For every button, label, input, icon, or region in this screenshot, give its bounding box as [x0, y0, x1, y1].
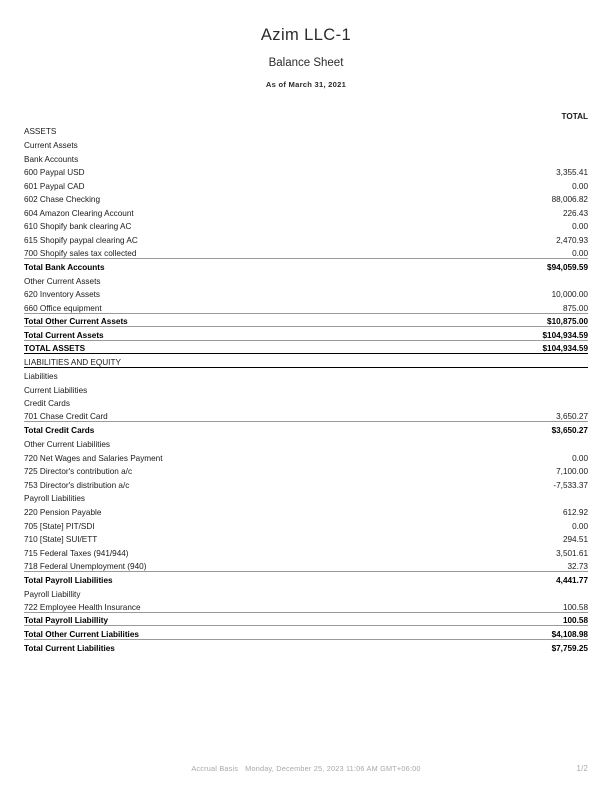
- row-label: LIABILITIES AND EQUITY: [24, 354, 464, 368]
- row-amount: 7,100.00: [556, 467, 588, 477]
- footer-accounting-basis: Accrual Basis: [191, 764, 239, 773]
- row-amount: 0.00: [572, 181, 588, 191]
- row-label: Payroll Liabilities: [24, 494, 85, 504]
- row-label: 220 Pension Payable: [24, 507, 102, 517]
- row-amount: [464, 354, 588, 368]
- row-amount: [464, 367, 588, 381]
- row-label: 601 Paypal CAD: [24, 181, 85, 191]
- row-label: 753 Director's distribution a/c: [24, 480, 130, 490]
- table-row: [24, 123, 588, 137]
- table-total-row: [24, 639, 588, 653]
- row-amount: $94,059.59: [464, 259, 588, 273]
- table-row: [24, 544, 588, 558]
- row-amount: 0.00: [572, 453, 588, 463]
- row-label: 725 Director's contribution a/c: [24, 467, 133, 477]
- row-amount: $7,759.25: [464, 639, 588, 653]
- table-body: [24, 123, 588, 653]
- row-label: 722 Employee Health Insurance: [24, 602, 141, 612]
- row-label: ASSETS: [24, 127, 57, 137]
- table-row: [24, 286, 588, 300]
- row-label: 615 Shopify paypal clearing AC: [24, 236, 138, 246]
- table-total-row: [24, 612, 588, 626]
- table-row: [24, 150, 588, 164]
- row-amount: $104,934.59: [464, 340, 588, 354]
- row-amount: 875.00: [562, 303, 588, 313]
- table-total-row: [24, 571, 588, 585]
- row-amount: [464, 490, 588, 504]
- row-label: 715 Federal Taxes (941/944): [24, 548, 129, 558]
- table-row: [24, 558, 588, 572]
- row-label: 700 Shopify sales tax collected: [24, 249, 137, 259]
- row-amount: 32.73: [567, 561, 588, 571]
- column-header-row: [24, 109, 588, 123]
- row-label: Total Payroll Liabillity: [24, 612, 464, 626]
- row-amount: 100.58: [562, 602, 588, 612]
- table-total-row: [24, 422, 588, 436]
- row-amount: [464, 123, 588, 137]
- row-label: 604 Amazon Clearing Account: [24, 208, 134, 218]
- row-label: Liabilities: [24, 372, 58, 381]
- company-name: Azim LLC-1: [260, 26, 352, 44]
- row-label: Other Current Assets: [24, 276, 101, 286]
- row-amount: 2,470.93: [556, 236, 588, 246]
- table-row: [24, 476, 588, 490]
- row-label: 720 Net Wages and Salaries Payment: [24, 453, 163, 463]
- table-row: [24, 503, 588, 517]
- report-title: Balance Sheet: [268, 57, 344, 70]
- table-row: [24, 299, 588, 313]
- table-header: [24, 109, 588, 123]
- row-amount: 10,000.00: [551, 290, 588, 300]
- table-row: [24, 449, 588, 463]
- table-row: [24, 204, 588, 218]
- balance-sheet-table: [24, 109, 588, 653]
- table-row: [24, 463, 588, 477]
- table-row: [24, 231, 588, 245]
- row-amount: $4,108.98: [464, 626, 588, 640]
- row-label: 602 Chase Checking: [24, 195, 101, 205]
- row-amount: 3,501.61: [556, 548, 588, 558]
- row-label: 610 Shopify bank clearing AC: [24, 222, 132, 232]
- table-row: [24, 136, 588, 150]
- table-row: [24, 245, 588, 259]
- table-total-row: [24, 340, 588, 354]
- table-row: [24, 177, 588, 191]
- row-label: Credit Cards: [24, 399, 70, 409]
- row-amount: 4,441.77: [464, 571, 588, 585]
- row-amount: 0.00: [572, 249, 588, 259]
- row-amount: [464, 585, 588, 599]
- row-amount: 3,650.27: [556, 412, 588, 422]
- table-row: [24, 585, 588, 599]
- table-row: [24, 435, 588, 449]
- table-row: [24, 531, 588, 545]
- row-amount: 612.92: [562, 507, 588, 517]
- row-label: 710 [State] SUI/ETT: [24, 535, 98, 545]
- document-header: [0, 0, 612, 89]
- table-row: [24, 354, 588, 368]
- table-total-row: [24, 313, 588, 327]
- row-amount: [464, 435, 588, 449]
- row-amount: 226.43: [562, 208, 588, 218]
- table-row: [24, 218, 588, 232]
- row-amount: 88,006.82: [551, 195, 588, 205]
- column-header-blank: [24, 109, 464, 123]
- row-label: Payroll Liabillity: [24, 589, 81, 599]
- document-footer: [24, 764, 588, 773]
- row-label: Total Other Current Assets: [24, 313, 464, 327]
- table-row: [24, 191, 588, 205]
- row-amount: 0.00: [572, 222, 588, 232]
- row-amount: 100.58: [464, 612, 588, 626]
- row-amount: [464, 381, 588, 395]
- table-row: [24, 272, 588, 286]
- row-label: 620 Inventory Assets: [24, 290, 101, 300]
- row-amount: 294.51: [562, 535, 588, 545]
- row-amount: [464, 395, 588, 409]
- row-amount: 3,355.41: [556, 168, 588, 178]
- row-label: Total Credit Cards: [24, 422, 464, 436]
- row-amount: $10,875.00: [464, 313, 588, 327]
- footer-text-group: [191, 764, 420, 773]
- footer-generated-timestamp: Monday, December 25, 2023 11:06 AM GMT+06:00: [245, 764, 421, 773]
- row-amount: [464, 272, 588, 286]
- table-total-row: [24, 259, 588, 273]
- row-label: Total Payroll Liabilities: [24, 571, 464, 585]
- table-row: [24, 517, 588, 531]
- row-label: 705 [State] PIT/SDI: [24, 521, 95, 531]
- table-total-row: [24, 626, 588, 640]
- row-amount: -7,533.37: [553, 480, 588, 490]
- row-label: Total Other Current Liabilities: [24, 626, 464, 640]
- row-label: 660 Office equipment: [24, 303, 102, 313]
- row-label: Total Bank Accounts: [24, 259, 464, 273]
- row-amount: 0.00: [572, 521, 588, 531]
- footer-page-number: 1/2: [576, 764, 588, 773]
- row-amount: [464, 136, 588, 150]
- row-label: 701 Chase Credit Card: [24, 412, 108, 422]
- table-row: [24, 395, 588, 409]
- table-row: [24, 367, 588, 381]
- row-label: Total Current Liabilities: [24, 639, 464, 653]
- table-row: [24, 599, 588, 613]
- row-amount: $104,934.59: [464, 327, 588, 341]
- column-header-total: TOTAL: [561, 111, 588, 121]
- table-row: [24, 164, 588, 178]
- row-label: Current Liabilities: [24, 385, 88, 395]
- row-label: 600 Paypal USD: [24, 168, 85, 178]
- row-amount: [464, 150, 588, 164]
- row-label: Bank Accounts: [24, 154, 79, 164]
- row-label: Current Assets: [24, 140, 78, 150]
- row-amount: $3,650.27: [464, 422, 588, 436]
- table-total-row: [24, 327, 588, 341]
- table-row: [24, 408, 588, 422]
- row-label: Other Current Liabilities: [24, 439, 111, 449]
- row-label: TOTAL ASSETS: [24, 340, 464, 354]
- table-row: [24, 490, 588, 504]
- table-row: [24, 381, 588, 395]
- row-label: 718 Federal Unemployment (940): [24, 561, 147, 571]
- row-label: Total Current Assets: [24, 327, 464, 341]
- report-period: As of March 31, 2021: [265, 79, 347, 89]
